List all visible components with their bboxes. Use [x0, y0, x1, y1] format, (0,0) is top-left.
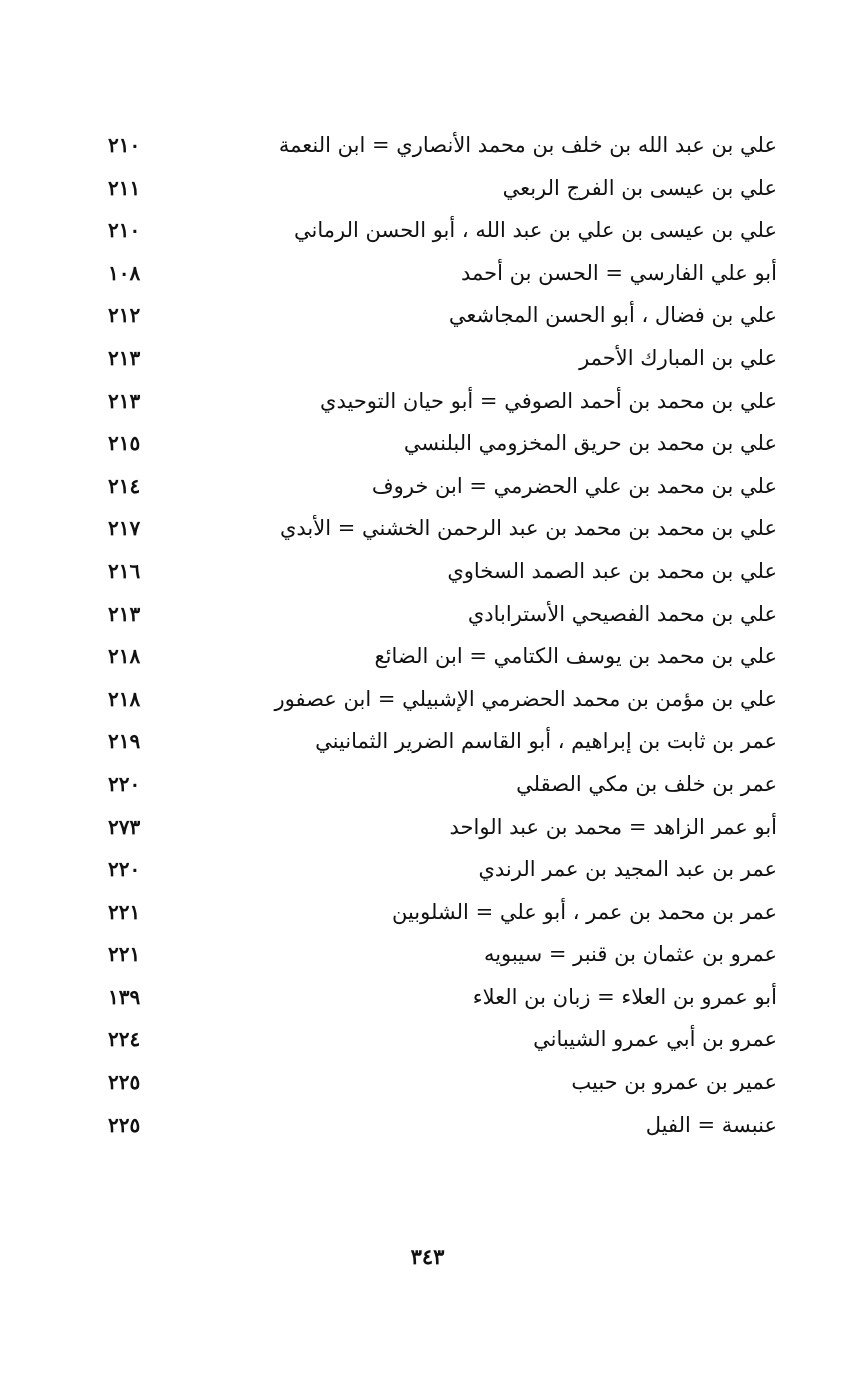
entry-name: عمر بن ثابت بن إبراهيم ، أبو القاسم الضرير الثمانيني [315, 729, 777, 754]
entry-page-number: ٢١١ [108, 175, 141, 200]
index-entry [0, 380, 855, 423]
index-entry [0, 635, 855, 678]
index-entry [0, 891, 855, 934]
entry-page-number: ٢١٨ [108, 686, 141, 711]
entry-page-number: ٢٢٥ [108, 1112, 141, 1137]
entry-page-number: ٢١٣ [108, 345, 141, 370]
entry-page-number: ٢٢٥ [108, 1070, 141, 1095]
entry-name: علي بن محمد بن محمد بن عبد الرحمن الخشني = الأبدي [279, 516, 777, 541]
entry-name: عمر بن خلف بن مكي الصقلي [516, 771, 777, 796]
index-entry [0, 124, 855, 167]
entry-page-number: ٢٢١ [108, 942, 141, 967]
entry-name: علي بن عيسى بن الفرج الربعي [502, 175, 777, 200]
index-entry [0, 1061, 855, 1104]
index-entry [0, 678, 855, 721]
page-number: ٣٤٣ [410, 1244, 445, 1269]
entry-name: عمر بن عبد المجيد بن عمر الرندي [478, 857, 777, 882]
entry-page-number: ٢١٣ [108, 601, 141, 626]
index-entry [0, 933, 855, 976]
entry-page-number: ٢١٨ [108, 644, 141, 669]
entry-name: عمرو بن عثمان بن قنبر = سيبويه [483, 942, 777, 967]
index-entry [0, 507, 855, 550]
index-entry [0, 763, 855, 806]
index-entry [0, 167, 855, 210]
entry-page-number: ١٣٩ [108, 984, 141, 1009]
entry-page-number: ٢١٩ [108, 729, 141, 754]
entry-page-number: ٢٢٠ [108, 771, 141, 796]
index-entry [0, 806, 855, 849]
entry-page-number: ٢١٤ [108, 473, 141, 498]
index-entry [0, 720, 855, 763]
entry-name: علي بن مؤمن بن محمد الحضرمي الإشبيلي = ابن عصفور [274, 686, 777, 711]
index-entry [0, 209, 855, 252]
entry-name: علي بن المبارك الأحمر [579, 345, 777, 370]
index-entry [0, 465, 855, 508]
index-entry [0, 337, 855, 380]
entry-name: علي بن فضال ، أبو الحسن المجاشعي [448, 303, 777, 328]
entry-page-number: ٢٢١ [108, 899, 141, 924]
index-entry [0, 848, 855, 891]
entry-page-number: ٢١٣ [108, 388, 141, 413]
entry-page-number: ٢٧٣ [108, 814, 141, 839]
index-entry [0, 550, 855, 593]
entry-name: أبو علي الفارسي = الحسن بن أحمد [461, 260, 777, 285]
entry-name: عمر بن محمد بن عمر ، أبو علي = الشلوبين [391, 899, 777, 924]
entry-name: علي بن محمد بن يوسف الكتامي = ابن الضائع [374, 644, 777, 669]
entry-page-number: ٢١٦ [108, 558, 141, 583]
index-list [0, 124, 855, 1146]
entry-name: علي بن محمد الفصيحي الأسترابادي [467, 601, 777, 626]
index-entry [0, 1104, 855, 1147]
entry-name: علي بن عيسى بن علي بن عبد الله ، أبو الحسن الرماني [294, 218, 777, 243]
entry-name: علي بن عبد الله بن خلف بن محمد الأنصاري = ابن النعمة [278, 133, 777, 157]
entry-name: أبو عمر الزاهد = محمد بن عبد الواحد [449, 814, 777, 839]
entry-name: عمير بن عمرو بن حبيب [571, 1070, 777, 1095]
entry-name: علي بن محمد بن عبد الصمد السخاوي [447, 558, 777, 583]
entry-page-number: ١٠٨ [108, 260, 141, 285]
entry-name: علي بن محمد بن أحمد الصوفي = أبو حيان التوحيدي [320, 388, 777, 413]
entry-page-number: ٢١٧ [108, 516, 141, 541]
entry-page-number: ٢٢٤ [108, 1027, 141, 1052]
entry-name: أبو عمرو بن العلاء = زبان بن العلاء [472, 984, 777, 1009]
entry-name: عنبسة = الفيل [645, 1112, 777, 1137]
index-entry [0, 294, 855, 337]
index-entry [0, 252, 855, 295]
index-entry [0, 593, 855, 636]
entry-page-number: ٢٢٠ [108, 857, 141, 882]
entry-page-number: ٢١٠ [108, 133, 141, 157]
entry-page-number: ٢١٥ [108, 431, 141, 456]
entry-page-number: ٢١٢ [108, 303, 141, 328]
entry-name: علي بن محمد بن علي الحضرمي = ابن خروف [371, 473, 777, 498]
index-entry [0, 422, 855, 465]
index-entry [0, 976, 855, 1019]
entry-page-number: ٢١٠ [108, 218, 141, 243]
index-entry [0, 1018, 855, 1061]
entry-name: علي بن محمد بن حريق المخزومي البلنسي [403, 431, 777, 456]
entry-name: عمرو بن أبي عمرو الشيباني [533, 1027, 777, 1052]
